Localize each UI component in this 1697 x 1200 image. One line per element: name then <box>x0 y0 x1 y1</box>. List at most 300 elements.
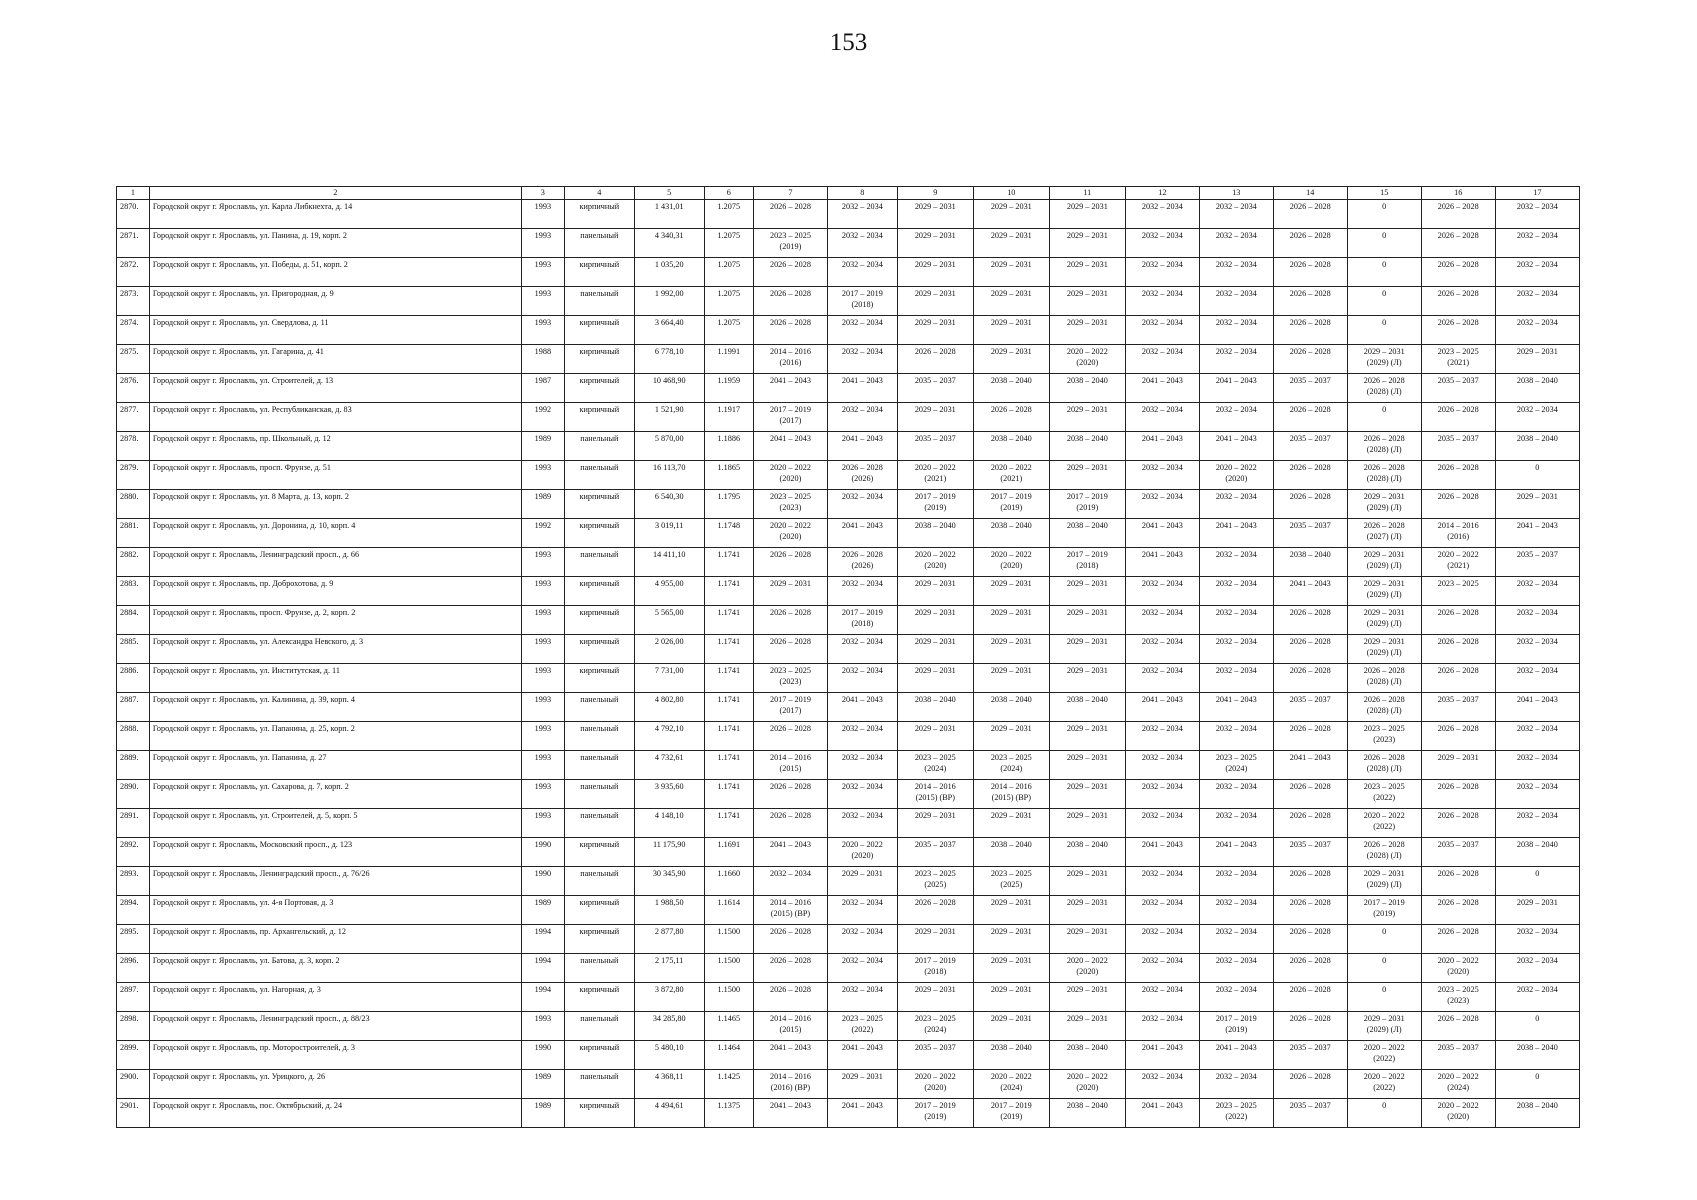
period-cell <box>897 1099 973 1128</box>
cell-subline: (2020) <box>1000 561 1023 570</box>
cell-line: 2026 – 2028 <box>1289 637 1331 646</box>
wall-material-cell <box>564 867 634 896</box>
cell-line: 2023 – 2025 <box>1215 753 1257 762</box>
cell-line: 2032 – 2034 <box>841 260 883 269</box>
cell-line: 2032 – 2034 <box>1215 637 1257 646</box>
column-number-header: 16 <box>1421 187 1495 200</box>
cell-line: 1.2075 <box>717 202 741 211</box>
period-cell <box>1125 664 1199 693</box>
period-cell <box>1495 519 1579 548</box>
cell-line: Городской округ г. Ярославль, ул. 4-я Портовая, д. 3 <box>152 898 334 907</box>
row-number-cell <box>117 983 150 1012</box>
build-year-cell <box>521 606 564 635</box>
build-year-cell <box>521 1070 564 1099</box>
period-cell <box>1347 229 1421 258</box>
wall-material-cell <box>564 983 634 1012</box>
period-cell <box>1421 287 1495 316</box>
period-cell <box>827 896 897 925</box>
cell-line: 2020 – 2022 <box>990 1072 1032 1081</box>
cell-line: 2029 – 2031 <box>1066 260 1108 269</box>
cell-line: 2029 – 2031 <box>914 608 956 617</box>
area-cell <box>634 374 704 403</box>
cell-line: 2035 – 2037 <box>1289 434 1331 443</box>
cell-line: 2032 – 2034 <box>1215 782 1257 791</box>
period-cell <box>1347 519 1421 548</box>
address-cell <box>149 780 521 809</box>
period-cell <box>1273 461 1347 490</box>
period-cell <box>1421 490 1495 519</box>
period-cell <box>897 1012 973 1041</box>
cell-line: 2029 – 2031 <box>1363 637 1405 646</box>
cell-line: 2020 – 2022 <box>1066 1072 1108 1081</box>
cell-line: 2032 – 2034 <box>841 666 883 675</box>
cell-line: 2035 – 2037 <box>1289 521 1331 530</box>
period-cell <box>973 1070 1049 1099</box>
period-cell <box>973 229 1049 258</box>
row-number-cell <box>117 606 150 635</box>
area-cell <box>634 780 704 809</box>
cell-line: 2879. <box>120 463 139 472</box>
cell-line: 2029 – 2031 <box>1516 898 1558 907</box>
cell-line: 2020 – 2022 <box>990 463 1032 472</box>
cell-line: 2023 – 2025 <box>914 1014 956 1023</box>
cell-line: 1993 <box>534 724 552 733</box>
period-cell <box>897 374 973 403</box>
cell-subline: (2019) <box>1000 1112 1023 1121</box>
period-cell <box>1125 1012 1199 1041</box>
cell-line: Городской округ г. Ярославль, ул. Гагарина, д. 41 <box>152 347 324 356</box>
cell-line: 2035 – 2037 <box>914 376 956 385</box>
period-cell <box>1421 432 1495 461</box>
period-cell <box>1273 606 1347 635</box>
cell-line: 2026 – 2028 <box>769 608 811 617</box>
cell-line: 2020 – 2022 <box>914 550 956 559</box>
cell-subline: (2022) <box>1373 1054 1396 1063</box>
cell-line: Городской округ г. Ярославль, Московский просп., д. 123 <box>152 840 353 849</box>
cell-line: 2029 – 2031 <box>990 927 1032 936</box>
cell-line: 2038 – 2040 <box>1066 1043 1108 1052</box>
table-row <box>117 200 1580 229</box>
cell-line: 2892. <box>120 840 139 849</box>
cell-subline: (2017) <box>779 706 802 715</box>
address-cell <box>149 867 521 896</box>
period-cell <box>1495 258 1579 287</box>
area-cell <box>634 1070 704 1099</box>
period-cell <box>1049 316 1125 345</box>
period-cell <box>1049 374 1125 403</box>
cell-line: 2032 – 2034 <box>1141 405 1183 414</box>
cell-line: 16 113,70 <box>652 463 686 472</box>
area-cell <box>634 1041 704 1070</box>
cell-line: 2026 – 2028 <box>769 811 811 820</box>
cell-line: 2038 – 2040 <box>990 521 1032 530</box>
period-cell <box>1495 490 1579 519</box>
period-cell <box>827 722 897 751</box>
cell-line: 2023 – 2025 <box>769 231 811 240</box>
cell-line: 2888. <box>120 724 139 733</box>
wall-material-cell <box>564 577 634 606</box>
cell-line: 2029 – 2031 <box>1066 898 1108 907</box>
cell-line: 1 035,20 <box>654 260 684 269</box>
build-year-cell <box>521 664 564 693</box>
cell-line: 2896. <box>120 956 139 965</box>
cell-line: 1990 <box>534 840 552 849</box>
period-cell <box>1049 490 1125 519</box>
period-cell <box>1125 548 1199 577</box>
cell-line: 2032 – 2034 <box>1516 608 1558 617</box>
cell-subline: (2020) <box>1076 967 1099 976</box>
column-number-header-row <box>117 187 1580 200</box>
cell-line: 2023 – 2025 <box>990 753 1032 762</box>
period-cell <box>973 954 1049 983</box>
cell-line: 2026 – 2028 <box>1289 318 1331 327</box>
cell-line: 2041 – 2043 <box>1215 521 1257 530</box>
period-cell <box>973 722 1049 751</box>
cell-line: 2871. <box>120 231 139 240</box>
cell-line: кирпичный <box>579 376 620 385</box>
period-cell <box>1273 548 1347 577</box>
period-cell <box>827 635 897 664</box>
period-cell <box>1199 287 1273 316</box>
period-cell <box>1125 1070 1199 1099</box>
period-cell <box>973 200 1049 229</box>
build-year-cell <box>521 751 564 780</box>
cell-line: 1993 <box>534 463 552 472</box>
cell-line: 2026 – 2028 <box>1437 405 1479 414</box>
coefficient-cell <box>704 200 753 229</box>
cell-line: 2026 – 2028 <box>1289 1014 1331 1023</box>
cell-line: 2026 – 2028 <box>914 898 956 907</box>
cell-line: 2032 – 2034 <box>841 492 883 501</box>
period-cell <box>1495 374 1579 403</box>
cell-line: Городской округ г. Ярославль, ул. Батова, д. 3, корп. 2 <box>152 956 340 965</box>
register-table-container <box>116 186 1580 1128</box>
cell-line: 2026 – 2028 <box>769 956 811 965</box>
cell-line: 3 872,80 <box>654 985 684 994</box>
coefficient-cell <box>704 229 753 258</box>
period-cell <box>1199 606 1273 635</box>
table-row <box>117 374 1580 403</box>
table-row <box>117 664 1580 693</box>
period-cell <box>1421 838 1495 867</box>
cell-line: 2020 – 2022 <box>1066 956 1108 965</box>
address-cell <box>149 635 521 664</box>
period-cell <box>1049 838 1125 867</box>
period-cell <box>1199 635 1273 664</box>
row-number-cell <box>117 287 150 316</box>
row-number-cell <box>117 925 150 954</box>
cell-line: 2038 – 2040 <box>990 376 1032 385</box>
period-cell <box>1421 403 1495 432</box>
period-cell <box>1273 229 1347 258</box>
cell-line: 2041 – 2043 <box>1215 695 1257 704</box>
period-cell <box>1273 403 1347 432</box>
period-cell <box>1495 403 1579 432</box>
period-cell <box>1273 1070 1347 1099</box>
cell-line: 2032 – 2034 <box>1141 956 1183 965</box>
cell-line: 2023 – 2025 <box>769 666 811 675</box>
cell-subline: (2029) (Л) <box>1366 619 1402 628</box>
cell-line: панельный <box>580 869 619 878</box>
period-cell <box>1421 374 1495 403</box>
cell-line: Городской округ г. Ярославль, ул. Панина, д. 19, корп. 2 <box>152 231 347 240</box>
wall-material-cell <box>564 345 634 374</box>
period-cell <box>1199 693 1273 722</box>
coefficient-cell <box>704 345 753 374</box>
period-cell <box>827 780 897 809</box>
cell-line: 4 792,10 <box>654 724 684 733</box>
period-cell <box>1495 316 1579 345</box>
cell-line: 2029 – 2031 <box>1066 753 1108 762</box>
cell-line: 2038 – 2040 <box>990 434 1032 443</box>
cell-line: 2017 – 2019 <box>769 405 811 414</box>
table-row <box>117 287 1580 316</box>
cell-line: 2032 – 2034 <box>841 898 883 907</box>
build-year-cell <box>521 374 564 403</box>
cell-line: 2038 – 2040 <box>1066 521 1108 530</box>
cell-line: 2017 – 2019 <box>990 1101 1032 1110</box>
cell-line: 2029 – 2031 <box>990 637 1032 646</box>
period-cell <box>973 374 1049 403</box>
period-cell <box>1495 548 1579 577</box>
address-cell <box>149 461 521 490</box>
address-cell <box>149 490 521 519</box>
cell-line: 2029 – 2031 <box>1066 608 1108 617</box>
period-cell <box>1199 345 1273 374</box>
build-year-cell <box>521 954 564 983</box>
cell-line: 5 480,10 <box>654 1043 684 1052</box>
period-cell <box>1125 635 1199 664</box>
period-cell <box>1273 200 1347 229</box>
build-year-cell <box>521 258 564 287</box>
period-cell <box>1125 925 1199 954</box>
period-cell <box>1421 983 1495 1012</box>
cell-subline: (2028) (Л) <box>1366 764 1402 773</box>
cell-line: 1989 <box>534 1072 552 1081</box>
cell-line: Городской округ г. Ярославль, просп. Фрунзе, д. 51 <box>152 463 331 472</box>
period-cell <box>827 490 897 519</box>
cell-line: 2032 – 2034 <box>1215 579 1257 588</box>
cell-line: 2029 – 2031 <box>990 260 1032 269</box>
cell-line: панельный <box>580 231 619 240</box>
cell-line: 2026 – 2028 <box>1289 985 1331 994</box>
cell-line: 2029 – 2031 <box>990 318 1032 327</box>
period-cell <box>1049 461 1125 490</box>
cell-subline: (2022) <box>1373 822 1396 831</box>
cell-line: 2020 – 2022 <box>1215 463 1257 472</box>
period-cell <box>753 316 827 345</box>
cell-line: 1.1865 <box>717 463 741 472</box>
cell-line: Городской округ г. Ярославль, ул. Пригородная, д. 9 <box>152 289 334 298</box>
coefficient-cell <box>704 867 753 896</box>
cell-line: Городской округ г. Ярославль, Ленинградский просп., д. 88/23 <box>152 1014 370 1023</box>
cell-line: 1.1741 <box>717 550 741 559</box>
area-cell <box>634 229 704 258</box>
cell-line: 1.1991 <box>717 347 741 356</box>
column-number-header: 14 <box>1273 187 1347 200</box>
table-row <box>117 316 1580 345</box>
period-cell <box>1199 983 1273 1012</box>
wall-material-cell <box>564 751 634 780</box>
cell-line: Городской округ г. Ярославль, ул. Папанина, д. 27 <box>152 753 327 762</box>
build-year-cell <box>521 693 564 722</box>
period-cell <box>1495 287 1579 316</box>
cell-line: 1.1741 <box>717 724 741 733</box>
cell-line: 2032 – 2034 <box>1141 985 1183 994</box>
cell-line: 2020 – 2022 <box>1066 347 1108 356</box>
area-cell <box>634 345 704 374</box>
cell-line: 2899. <box>120 1043 139 1052</box>
cell-line: Городской округ г. Ярославль, ул. Институтская, д. 11 <box>152 666 340 675</box>
cell-line: 2026 – 2028 <box>1289 260 1331 269</box>
wall-material-cell <box>564 258 634 287</box>
period-cell <box>1125 461 1199 490</box>
area-cell <box>634 200 704 229</box>
period-cell <box>1421 751 1495 780</box>
period-cell <box>1273 867 1347 896</box>
cell-subline: (2015) <box>779 1025 802 1034</box>
table-row <box>117 403 1580 432</box>
cell-line: 2041 – 2043 <box>1215 1043 1257 1052</box>
period-cell <box>973 345 1049 374</box>
cell-line: 2041 – 2043 <box>1141 434 1183 443</box>
cell-line: 2026 – 2028 <box>1437 463 1479 472</box>
wall-material-cell <box>564 954 634 983</box>
cell-line: 2026 – 2028 <box>1437 782 1479 791</box>
build-year-cell <box>521 461 564 490</box>
cell-line: 1993 <box>534 782 552 791</box>
cell-line: 1992 <box>534 405 552 414</box>
period-cell <box>1125 316 1199 345</box>
cell-line: 2026 – 2028 <box>1437 318 1479 327</box>
cell-line: 2032 – 2034 <box>1516 811 1558 820</box>
wall-material-cell <box>564 374 634 403</box>
period-cell <box>897 867 973 896</box>
period-cell <box>897 519 973 548</box>
cell-line: 2893. <box>120 869 139 878</box>
coefficient-cell <box>704 606 753 635</box>
cell-line: 2884. <box>120 608 139 617</box>
cell-line: 1993 <box>534 550 552 559</box>
period-cell <box>1347 664 1421 693</box>
cell-line: 2029 – 2031 <box>914 666 956 675</box>
period-cell <box>753 606 827 635</box>
cell-line: 2890. <box>120 782 139 791</box>
period-cell <box>753 983 827 1012</box>
cell-line: 2026 – 2028 <box>769 202 811 211</box>
cell-line: 1.2075 <box>717 289 741 298</box>
period-cell <box>1049 780 1125 809</box>
cell-line: Городской округ г. Ярославль, просп. Фрунзе, д. 2, корп. 2 <box>152 608 356 617</box>
cell-line: 2032 – 2034 <box>1141 927 1183 936</box>
period-cell <box>1421 1041 1495 1070</box>
cell-line: 2041 – 2043 <box>1516 695 1558 704</box>
period-cell <box>1199 664 1273 693</box>
cell-line: 2026 – 2028 <box>1289 608 1331 617</box>
build-year-cell <box>521 896 564 925</box>
cell-line: 2041 – 2043 <box>1516 521 1558 530</box>
address-cell <box>149 577 521 606</box>
cell-line: кирпичный <box>579 202 620 211</box>
cell-line: кирпичный <box>579 840 620 849</box>
cell-line: 4 802,80 <box>654 695 684 704</box>
period-cell <box>1125 693 1199 722</box>
period-cell <box>1347 867 1421 896</box>
cell-subline: (2022) <box>1373 793 1396 802</box>
cell-line: Городской округ г. Ярославль, ул. Сахарова, д. 7, корп. 2 <box>152 782 349 791</box>
cell-line: 2029 – 2031 <box>914 202 956 211</box>
cell-line: 2029 – 2031 <box>990 666 1032 675</box>
period-cell <box>1049 519 1125 548</box>
cell-line: 2026 – 2028 <box>1363 753 1405 762</box>
period-cell <box>1421 925 1495 954</box>
period-cell <box>1049 1041 1125 1070</box>
period-cell <box>827 519 897 548</box>
cell-line: 2026 – 2028 <box>1437 231 1479 240</box>
cell-line: 2876. <box>120 376 139 385</box>
cell-line: 2041 – 2043 <box>1289 753 1331 762</box>
table-row <box>117 258 1580 287</box>
period-cell <box>753 635 827 664</box>
period-cell <box>1273 316 1347 345</box>
cell-line: 2029 – 2031 <box>914 927 956 936</box>
period-cell <box>1273 1012 1347 1041</box>
period-cell <box>1421 606 1495 635</box>
period-cell <box>897 287 973 316</box>
cell-subline: (2026) <box>851 474 874 483</box>
cell-line: 2026 – 2028 <box>1363 463 1405 472</box>
area-cell <box>634 403 704 432</box>
cell-line: 2026 – 2028 <box>769 318 811 327</box>
cell-subline: (2018) <box>924 967 947 976</box>
cell-subline: (2028) (Л) <box>1366 677 1402 686</box>
column-number-header: 7 <box>753 187 827 200</box>
period-cell <box>1125 954 1199 983</box>
address-cell <box>149 751 521 780</box>
period-cell <box>1125 896 1199 925</box>
area-cell <box>634 635 704 664</box>
cell-line: 2874. <box>120 318 139 327</box>
cell-line: Городской округ г. Ярославль, Ленинградский просп., д. 76/26 <box>152 869 370 878</box>
address-cell <box>149 374 521 403</box>
cell-line: 2032 – 2034 <box>1215 231 1257 240</box>
cell-line: 2032 – 2034 <box>1516 666 1558 675</box>
cell-line: 2041 – 2043 <box>1215 840 1257 849</box>
period-cell <box>753 896 827 925</box>
cell-line: кирпичный <box>579 608 620 617</box>
build-year-cell <box>521 229 564 258</box>
cell-line: 1994 <box>534 927 552 936</box>
cell-line: 2898. <box>120 1014 139 1023</box>
address-cell <box>149 200 521 229</box>
column-number-header: 6 <box>704 187 753 200</box>
cell-line: 2026 – 2028 <box>1437 260 1479 269</box>
period-cell <box>1049 432 1125 461</box>
cell-line: 2035 – 2037 <box>914 840 956 849</box>
period-cell <box>1199 229 1273 258</box>
build-year-cell <box>521 200 564 229</box>
cell-line: 2035 – 2037 <box>1289 376 1331 385</box>
period-cell <box>1495 461 1579 490</box>
period-cell <box>1125 200 1199 229</box>
wall-material-cell <box>564 606 634 635</box>
period-cell <box>897 577 973 606</box>
coefficient-cell <box>704 519 753 548</box>
address-cell <box>149 925 521 954</box>
period-cell <box>1495 635 1579 664</box>
period-cell <box>1199 461 1273 490</box>
cell-line: 2020 – 2022 <box>1363 1072 1405 1081</box>
